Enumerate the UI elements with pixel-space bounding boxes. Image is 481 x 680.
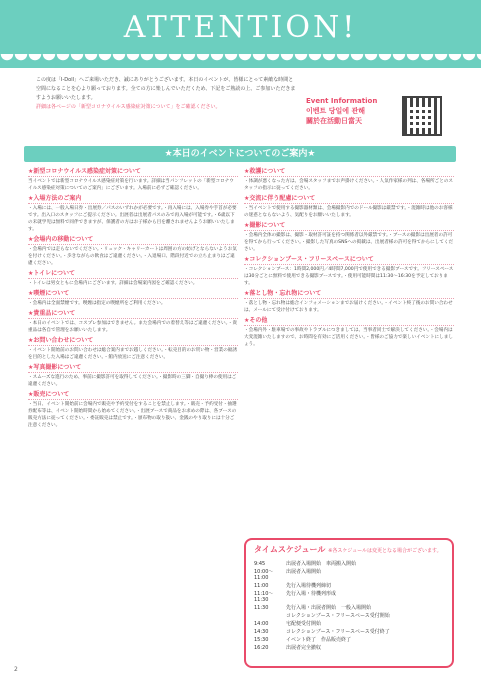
intro-text [36,76,296,112]
section-body: ・トイレは男女ともに会場内にございます。詳細は会場案内図をご確認ください。 [28,281,198,286]
page-title: ATTENTION! [123,10,358,45]
schedule-row [254,560,394,568]
section-body: ・イベント開始前のお問い合わせは総合案内までお越しください。・転売目的のお買い物・営業の勧誘を目的とした入場はご遠慮ください。・館内放送にご注意ください。 [28,348,238,360]
page-number: 2 [14,666,18,673]
qr-code-icon[interactable] [402,96,442,136]
notice-section [28,195,238,233]
section-body: ・当イベントで使用する撮影器材類は、会場撮影内でのドール撮影は厳禁です。・混雑時は他のお客様の迷惑とならないよう、気配りをお願いいたします。 [244,206,453,218]
lace-border [0,54,481,68]
schedule-event: コレクションブース・フリースペース受付開始 [286,613,390,619]
intro-note: 詳細は各ページの「新型コロナウイルス感染症対策について」をご確認ください。 [36,104,221,110]
section-heading: ★救護について [244,168,454,177]
schedule-time [254,612,286,620]
section-body: 当イベントでは新型コロナウイルス感染症対策を行います。詳細は当パンフレットの「新型コロナウイルス感染症対策についてのご案内」にございます。入場前に必ずご確認ください。 [28,179,234,191]
section-body: ・会場内では走らないでください。・リュック・キャリーカートは周囲の方の妨げとならないようお気を付けください。・歩きながらの飲食はご遠慮ください。・入退場口、階段付近での立ち止まりはご遠慮ください。 [28,247,237,266]
section-body: ・落とし物・忘れ物は総合インフォメーションまでお届けください。・イベント終了後のお問い合わせは、メールにて受け付けております。 [244,301,453,313]
notice-section [28,364,238,388]
section-body: ・会場内は全面禁煙です。喫煙は指定の喫煙所をご利用ください。 [28,301,166,306]
section-heading: ★写真撮影について [28,364,238,373]
schedule-event: 出展者入場開始 [286,569,322,575]
section-heading: ★新型コロナウイルス感染症対策について [28,168,238,177]
section-body: ・本日のイベントでは、コスプレ参加はできません。また会場内での着替え等はご遠慮ください。・貴重品は各自で管理をお願いいたします。 [28,321,238,333]
schedule-event: 先行入場待機列締切 [286,583,332,589]
schedule-event: 出展者完全撤収 [286,645,322,651]
left-column [28,168,238,432]
section-heading: ★会場内の移動について [28,236,238,245]
notice-section [244,290,454,314]
section-heading: ★貴重品について [28,310,238,319]
section-heading: ★コレクションブース・フリースペースについて [244,256,454,265]
schedule-time: 11:30 [254,605,269,611]
event-info [306,96,398,126]
schedule-event: 先行入場・出展者開始 一般入場開始 [286,605,372,611]
event-info-en: Event Information [306,97,378,105]
schedule-row [254,582,394,590]
schedule-time: 16:20 [254,645,269,651]
section-heading: ★喫煙について [28,290,238,299]
schedule-event: 宅配便受付開始 [286,621,322,627]
section-heading: ★お問い合わせについて [28,337,238,346]
schedule-time: 11:10〜11:30 [254,591,274,603]
schedule-row [254,612,394,620]
schedule-table [254,560,394,652]
section-heading: ★交流に伴う配慮について [244,195,454,204]
section-heading: ★落とし物・忘れ物について [244,290,454,299]
notice-section [244,222,454,253]
section-heading: ★撮影について [244,222,454,231]
schedule-time: 14:30 [254,629,269,635]
schedule-title: タイムスケジュール ※各スケジュールは変更となる場合がございます。 [254,545,442,554]
notice-section [244,195,454,219]
schedule-row [254,628,394,636]
section-heading: ★販売について [28,391,238,400]
time-schedule [244,538,454,668]
section-body: ・スムーズな進行のため、事前に撮影許可を取得してください。・撮影時の三脚・自撮り棒の使用はご遠慮ください。 [28,375,237,387]
right-column [244,168,454,351]
schedule-time: 15:30 [254,637,269,643]
event-info-zh: 關於在活動日當天 [306,117,362,125]
schedule-note: ※各スケジュールは変更となる場合がございます。 [328,548,442,554]
schedule-event: コレクションブース・フリースペース受付終了 [286,629,390,635]
section-body: ・入場には、一般入場日券・出展券／パスのいずれかが必要です。・再入場には、入場券や手首が必要です。出入口のスタッフにご提示ください。出展者は出展者パスのみで再入場が可能です。・6歳以下の未就学児は無料で同伴できますが、保護者の方はお子様から目を離されませんようお願いいたします。 [28,206,237,232]
schedule-event: 先行入場・待機列形成 [286,591,337,597]
schedule-time: 14:00 [254,621,269,627]
event-info-ko: 이벤트 당일에 관해 [306,107,365,115]
section-body: ・コレクションブース：1時間2,000円／4時間7,000円で使用できる撮影ブースです。フリースペースは30分ごとに無料で使用できる撮影ブースです。・使用可能時間は11:30〜16:30を予定しております。 [244,267,454,286]
schedule-row [254,636,394,644]
schedule-row [254,590,394,604]
notice-section [28,168,238,192]
schedule-row [254,604,394,612]
notice-section [28,290,238,307]
schedule-time: 9:45 [254,561,266,567]
schedule-row [254,568,394,582]
intro-body: この度は「I-Doll」へご来場いただき、誠にありがとうございます。本日のイベントが、皆様にとって素敵な時間と空間になることを心より願っております。全ての方に楽しんでいただくため、下記をご熟読の上、ご参加いただきますようお願いいたします。 [36,77,296,101]
notice-section [28,310,238,334]
section-heading: ★入場方法のご案内 [28,195,238,204]
section-body: ・当日、イベント開始前に会場内で販売や予約受付をすることを禁止します。・販売・予約受付・抽選券配布等は、イベント開始時間から始めてください。・出展ブースで商品をお求めの際は、各ブースの販売方法に従ってください。・委託販売は禁止です。・頒布物の取り扱い、金銭のやり取りには十分ご注意ください。 [28,402,237,428]
notice-section [244,168,454,192]
section-body: ・会場内全体の撮影は、撮影・取材許可証を持つ関係者以外厳禁です。・ブースの撮影は出展者の許可を得てから行ってください。・撮影した写真のSNSへの掲載は、出展者様の許可を得てからにしてください。 [244,233,454,252]
section-banner: ★本日のイベントについてのご案内★ [24,146,456,162]
schedule-row [254,644,394,652]
section-heading: ★その他 [244,317,454,326]
notice-section [28,337,238,361]
schedule-time: 11:00 [254,583,269,589]
notice-section [28,270,238,287]
notice-section [244,317,454,348]
section-body: ・会場内外・駐車場での事故やトラブルにつきましては、当事者同士で解決してください。・会場内は大変混雑いたしますので、お時間を有効にご活用ください。・皆様のご協力で楽しいイベントにしましょう。 [244,328,453,347]
notice-section [28,391,238,429]
schedule-time: 10:00〜11:00 [254,569,274,581]
schedule-event: イベント終了 作品販売終了 [286,637,352,643]
schedule-row [254,620,394,628]
schedule-event: 出展者入場開始 車両搬入開始 [286,561,357,567]
header-banner [0,0,481,68]
notice-section [244,256,454,287]
notice-section [28,236,238,267]
section-body: ・体調が悪くなった方は、会場スタッフまでお声掛けください。・人気作家様の列は、各場所ごとのスタッフの指示に従ってください。 [244,179,454,191]
section-heading: ★トイレについて [28,270,238,279]
